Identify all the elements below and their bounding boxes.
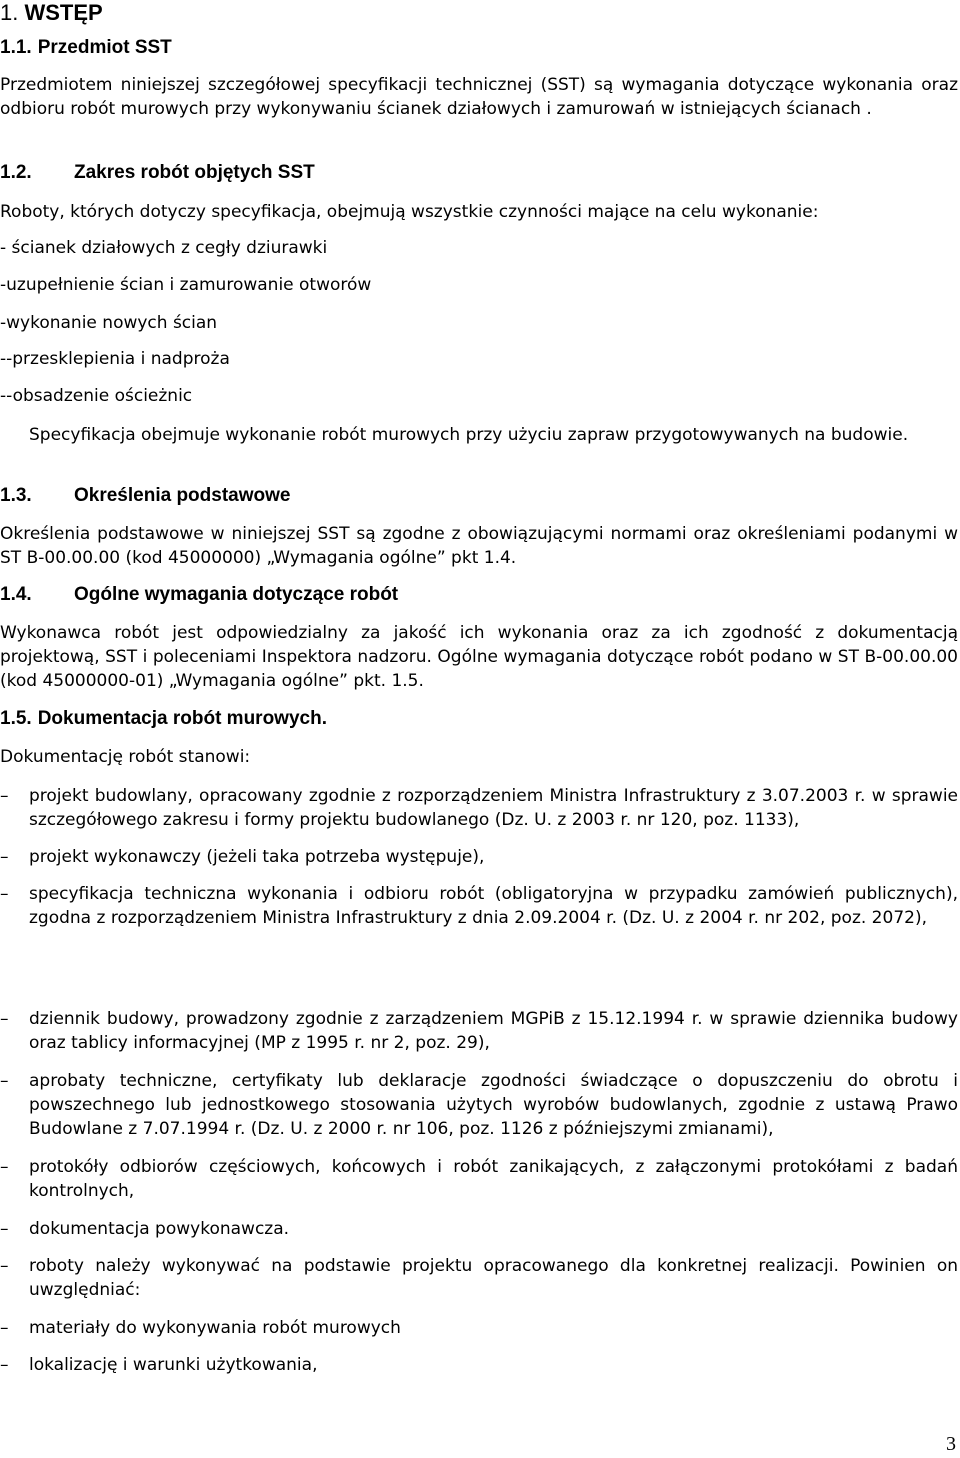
doc-list-item [0,784,958,832]
doc-list-item-text: projekt budowlany, opracowany zgodnie z rozporządzeniem Ministra Infrastruktury z 3.07.2003 r. w sprawie szczegółowego zakresu i formy projektu budowlanego (Dz. U. z 2003 r. nr 120, poz. 1133), [29,786,958,830]
doc-list-item-text: dokumentacja powykonawcza. [29,1219,290,1239]
section-1-5-heading [0,706,958,732]
doc-list-item-text: roboty należy wykonywać na podstawie projektu opracowanego dla konkretnej realizacji. Powinien on uwzględniać: [29,1256,958,1300]
doc-list-item [0,1007,958,1055]
dash-bullet: – [0,1009,9,1029]
section-title: Przedmiot SST [37,37,172,58]
doc-list-item-text: dziennik budowy, prowadzony zgodnie z zarządzeniem MGPiB z 15.12.1994 r. w sprawie dziennika budowy oraz tablicy informacyjnej (MP z 1995 r. nr 2, poz. 29), [29,1009,958,1053]
dash-bullet: – [0,1219,9,1239]
dash-bullet: – [0,786,9,806]
doc-list-item [0,1155,958,1203]
doc-list-item [0,1353,958,1377]
doc-list-item-text: projekt wykonawczy (jeżeli taka potrzeba występuje), [29,847,485,867]
dash-bullet: – [0,1256,9,1276]
section-1-3-body: Określenia podstawowe w niniejszej SST są zgodne z obowiązującymi normami oraz określeniami podanymi w ST B-00.00.00 (kod 45000000) „Wymagania ogólne” pkt 1.4. [0,524,958,568]
section-title: Zakres robót objętych SST [74,162,315,183]
section-1-2-intro: Roboty, których dotyczy specyfikacja, obejmują wszystkie czynności mające na celu wykonanie: [0,202,819,222]
doc-list-item [0,882,958,954]
scope-item: - ścianek działowych z cegły dziurawki [0,238,328,258]
dash-bullet: – [0,847,9,867]
chapter-title: WSTĘP [24,0,103,25]
doc-list-item-text: specyfikacja techniczna wykonania i odbioru robót (obligatoryjna w przypadku zamówień publicznych), zgodna z rozporządzeniem Ministra Infrastruktury z dnia 2.09.2004 r. (Dz. U. z 2004 r. nr 202, poz. 2072), [29,884,958,928]
section-number: 1.1. [0,37,32,58]
scope-item: -wykonanie nowych ścian [0,313,218,333]
section-title: Dokumentacja robót murowych. [37,708,327,729]
doc-list-item [0,1217,958,1241]
section-number: 1.2. [0,162,32,183]
section-title: Ogólne wymagania dotyczące robót [74,584,399,605]
dash-bullet: – [0,1157,9,1177]
doc-list-item-text: materiały do wykonywania robót murowych [29,1318,401,1338]
section-1-1-heading [0,35,958,61]
doc-list-item [0,1069,958,1141]
doc-list-item-text: protokóły odbiorów częściowych, końcowych i robót zanikających, z załączonymi protokółami z badań kontrolnych, [29,1157,958,1201]
dash-bullet: – [0,1355,9,1375]
section-1-2-heading [0,160,958,186]
section-number: 1.4. [0,584,32,605]
doc-list-item [0,845,958,869]
page-number: 3 [946,1433,956,1455]
doc-list-item [0,1316,958,1340]
section-number: 1.3. [0,485,32,506]
chapter-heading [0,0,958,26]
dash-bullet: – [0,884,9,904]
section-1-4-heading [0,582,958,608]
scope-item: -uzupełnienie ścian i zamurowanie otworów [0,275,372,295]
scope-item: --obsadzenie ościeżnic [0,386,193,406]
section-number: 1.5. [0,708,32,729]
dash-bullet: – [0,1318,9,1338]
section-1-4-body: Wykonawca robót jest odpowiedzialny za jakość ich wykonania oraz za ich zgodność z dokumentacją projektową, SST i poleceniami Inspektora nadzoru. Ogólne wymagania dotyczące robót podano w ST B-00.00.00 (kod 45000000-01) „Wymagania ogólne” pkt. 1.5. [0,623,958,691]
section-1-5-intro: Dokumentację robót stanowi: [0,747,251,767]
section-title: Określenia podstawowe [74,485,291,506]
doc-list-item [0,1254,958,1302]
section-1-2-note: Specyfikacja obejmuje wykonanie robót murowych przy użyciu zapraw przygotowywanych na budowie. [29,425,909,445]
section-1-1-body: Przedmiotem niniejszej szczegółowej specyfikacji technicznej (SST) są wymagania dotyczące wykonania oraz odbioru robót murowych przy wykonywaniu ścianek działowych i zamurowań w istniejących ścianach . [0,75,958,119]
scope-item: --przesklepienia i nadproża [0,349,230,369]
doc-list-item-text: aprobaty techniczne, certyfikaty lub deklaracje zgodności świadczące o dopuszczeniu do obrotu i powszechnego lub jednostkowego stosowania użytych wyrobów budowlanych, zgodnie z ustawą Prawo Budowlane z 7.07.1994 r. (Dz. U. z 2000 r. nr 106, poz. 1126 z późniejszymi zmianami), [29,1071,958,1139]
chapter-number: 1. [0,0,19,25]
doc-list-item-text: lokalizację i warunki użytkowania, [29,1355,318,1375]
dash-bullet: – [0,1071,9,1091]
section-1-3-heading [0,483,958,509]
